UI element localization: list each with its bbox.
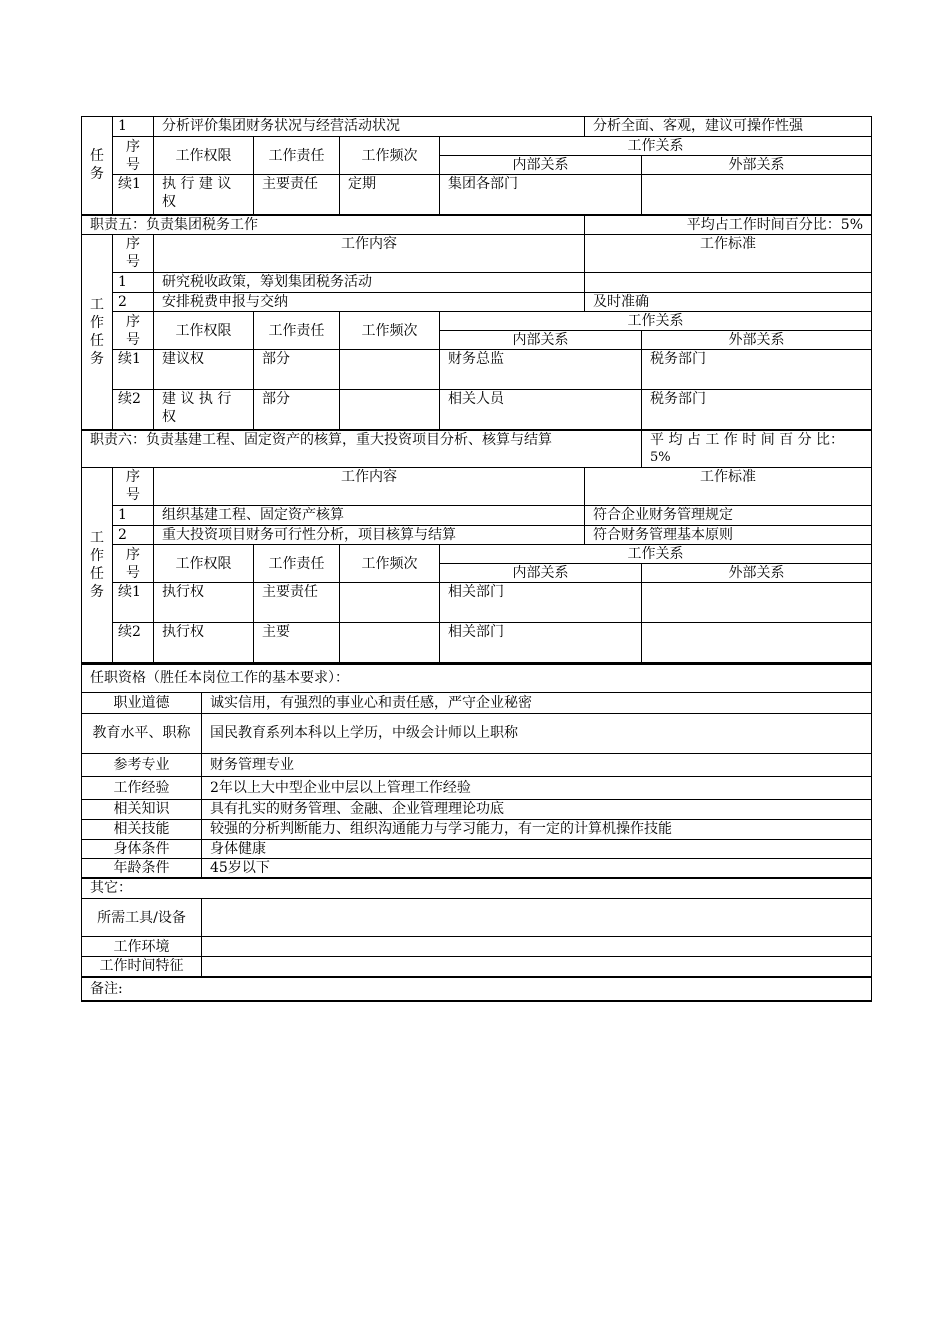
qual-value: 2年以上大中型企业中层以上管理工作经验 [202,776,872,799]
duty6-rel-responsibility-header: 工作责任 [254,545,340,583]
duty5-title: 职责五：负责集团税务工作 [82,215,585,235]
duty6-task-seq: 2 [113,526,154,545]
relation-authority: 执 行 建 议 权 [154,175,254,215]
duty5-rel-seq-header: 序号 [113,312,154,350]
duty5-rel-authority-header: 工作权限 [154,312,254,350]
duty6-rel-internal-header: 内部关系 [440,564,642,583]
qual-value: 45岁以下 [202,858,872,878]
duty6-rel-seq: 续1 [113,583,154,623]
duty6-rel-authority: 执行权 [154,623,254,663]
duty6-task-standard: 符合财务管理基本原则 [585,526,872,545]
duty5-task-standard: 及时准确 [585,293,872,312]
col-frequency-header: 工作频次 [340,137,440,175]
qual-label: 职业道德 [82,692,202,713]
side-label-work-task: 工作任务 [82,468,113,663]
task-content: 分析评价集团财务状况与经营活动状况 [154,117,585,137]
duty5-rel-responsibility: 部分 [254,390,340,430]
duty6-rel-frequency [340,623,440,663]
duty5-time-ratio: 平均占工作时间百分比：5% [585,215,872,235]
duty6-rel-responsibility: 主要责任 [254,583,340,623]
duty5-content-header: 工作内容 [154,235,585,273]
duty5-rel-frequency [340,350,440,390]
duty5-task-standard [585,273,872,293]
qual-value: 财务管理专业 [202,753,872,776]
remark: 备注: [82,977,872,1001]
qual-value: 诚实信用，有强烈的事业心和责任感，严守企业秘密 [202,692,872,713]
duty5-task-seq: 2 [113,293,154,312]
qual-value: 具有扎实的财务管理、金融、企业管理理论功底 [202,799,872,819]
duty5-rel-external-header: 外部关系 [642,331,872,350]
duty6-task-seq: 1 [113,506,154,526]
duty5-seq-header: 序号 [113,235,154,273]
duty5-rel-internal: 相关人员 [440,390,642,430]
qual-label: 身体条件 [82,839,202,858]
col-authority-header: 工作权限 [154,137,254,175]
duty6-rel-external-header: 外部关系 [642,564,872,583]
duty5-rel-seq: 续2 [113,390,154,430]
duty5-rel-authority: 建 议 执 行 权 [154,390,254,430]
duty6-rel-frequency [340,583,440,623]
duty6-rel-seq-header: 序号 [113,545,154,583]
relation-internal: 集团各部门 [440,175,642,215]
duty5-rel-responsibility: 部分 [254,350,340,390]
duty6-content-header: 工作内容 [154,468,585,506]
duty6-rel-responsibility: 主要 [254,623,340,663]
duty6-title: 职责六：负责基建工程、固定资产的核算，重大投资项目分析、核算与结算 [82,430,642,468]
duty6-rel-authority: 执行权 [154,583,254,623]
col-external-header: 外部关系 [642,156,872,175]
other-label: 工作时间特征 [82,957,202,977]
qual-value: 较强的分析判断能力、组织沟通能力与学习能力，有一定的计算机操作技能 [202,819,872,839]
qual-label: 相关技能 [82,819,202,839]
other-value [202,957,872,977]
other-label: 工作环境 [82,937,202,957]
duty5-rel-authority: 建议权 [154,350,254,390]
duty5-rel-external: 税务部门 [642,350,872,390]
qual-value: 国民教育系列本科以上学历，中级会计师以上职称 [202,713,872,753]
qual-label: 年龄条件 [82,858,202,878]
duty6-rel-external [642,623,872,663]
relation-responsibility: 主要责任 [254,175,340,215]
qual-label: 相关知识 [82,799,202,819]
duty5-rel-frequency [340,390,440,430]
qual-label: 教育水平、职称 [82,713,202,753]
task-seq: 1 [113,117,154,137]
duty5-rel-relations-header: 工作关系 [440,312,872,331]
relation-external [642,175,872,215]
col-seq-header: 序号 [113,137,154,175]
duty5-rel-internal: 财务总监 [440,350,642,390]
duty5-standard-header: 工作标准 [585,235,872,273]
duty6-rel-relations-header: 工作关系 [440,545,872,564]
col-internal-header: 内部关系 [440,156,642,175]
qual-value: 身体健康 [202,839,872,858]
qual-label: 参考专业 [82,753,202,776]
side-label-task: 任务 [82,117,113,215]
top-task-table [81,116,872,663]
duty5-rel-internal-header: 内部关系 [440,331,642,350]
duty6-time-ratio-value: 5% [650,449,671,465]
duty6-rel-internal: 相关部门 [440,623,642,663]
duty5-task-content: 安排税费申报与交纳 [154,293,585,312]
duty6-time-ratio-label: 平 均 占 工 作 时 间 百 分 比： [650,431,845,448]
duty5-rel-seq: 续1 [113,350,154,390]
relation-seq: 续1 [113,175,154,215]
duty5-task-seq: 1 [113,273,154,293]
duty6-standard-header: 工作标准 [585,468,872,506]
duty6-rel-seq: 续2 [113,623,154,663]
qualifications-title: 任职资格（胜任本岗位工作的基本要求）： [82,664,872,692]
job-description-document [81,116,871,1002]
other-title: 其它： [82,878,872,899]
duty5-task-content: 研究税收政策，筹划集团税务活动 [154,273,585,293]
duty6-rel-authority-header: 工作权限 [154,545,254,583]
duty6-rel-internal: 相关部门 [440,583,642,623]
duty5-rel-responsibility-header: 工作责任 [254,312,340,350]
duty5-rel-external: 税务部门 [642,390,872,430]
other-label: 所需工具/设备 [82,899,202,937]
side-label-work-task: 工作任务 [82,235,113,430]
duty5-rel-frequency-header: 工作频次 [340,312,440,350]
duty6-task-content: 重大投资项目财务可行性分析，项目核算与结算 [154,526,585,545]
col-relations-header: 工作关系 [440,137,872,156]
other-value [202,937,872,957]
duty6-time-ratio [642,430,872,468]
qualifications-table [81,663,872,1002]
duty6-task-content: 组织基建工程、固定资产核算 [154,506,585,526]
duty6-seq-header: 序号 [113,468,154,506]
duty6-rel-external [642,583,872,623]
qual-label: 工作经验 [82,776,202,799]
duty6-rel-frequency-header: 工作频次 [340,545,440,583]
task-standard: 分析全面、客观，建议可操作性强 [585,117,872,137]
other-value [202,899,872,937]
col-responsibility-header: 工作责任 [254,137,340,175]
duty6-task-standard: 符合企业财务管理规定 [585,506,872,526]
relation-frequency: 定期 [340,175,440,215]
